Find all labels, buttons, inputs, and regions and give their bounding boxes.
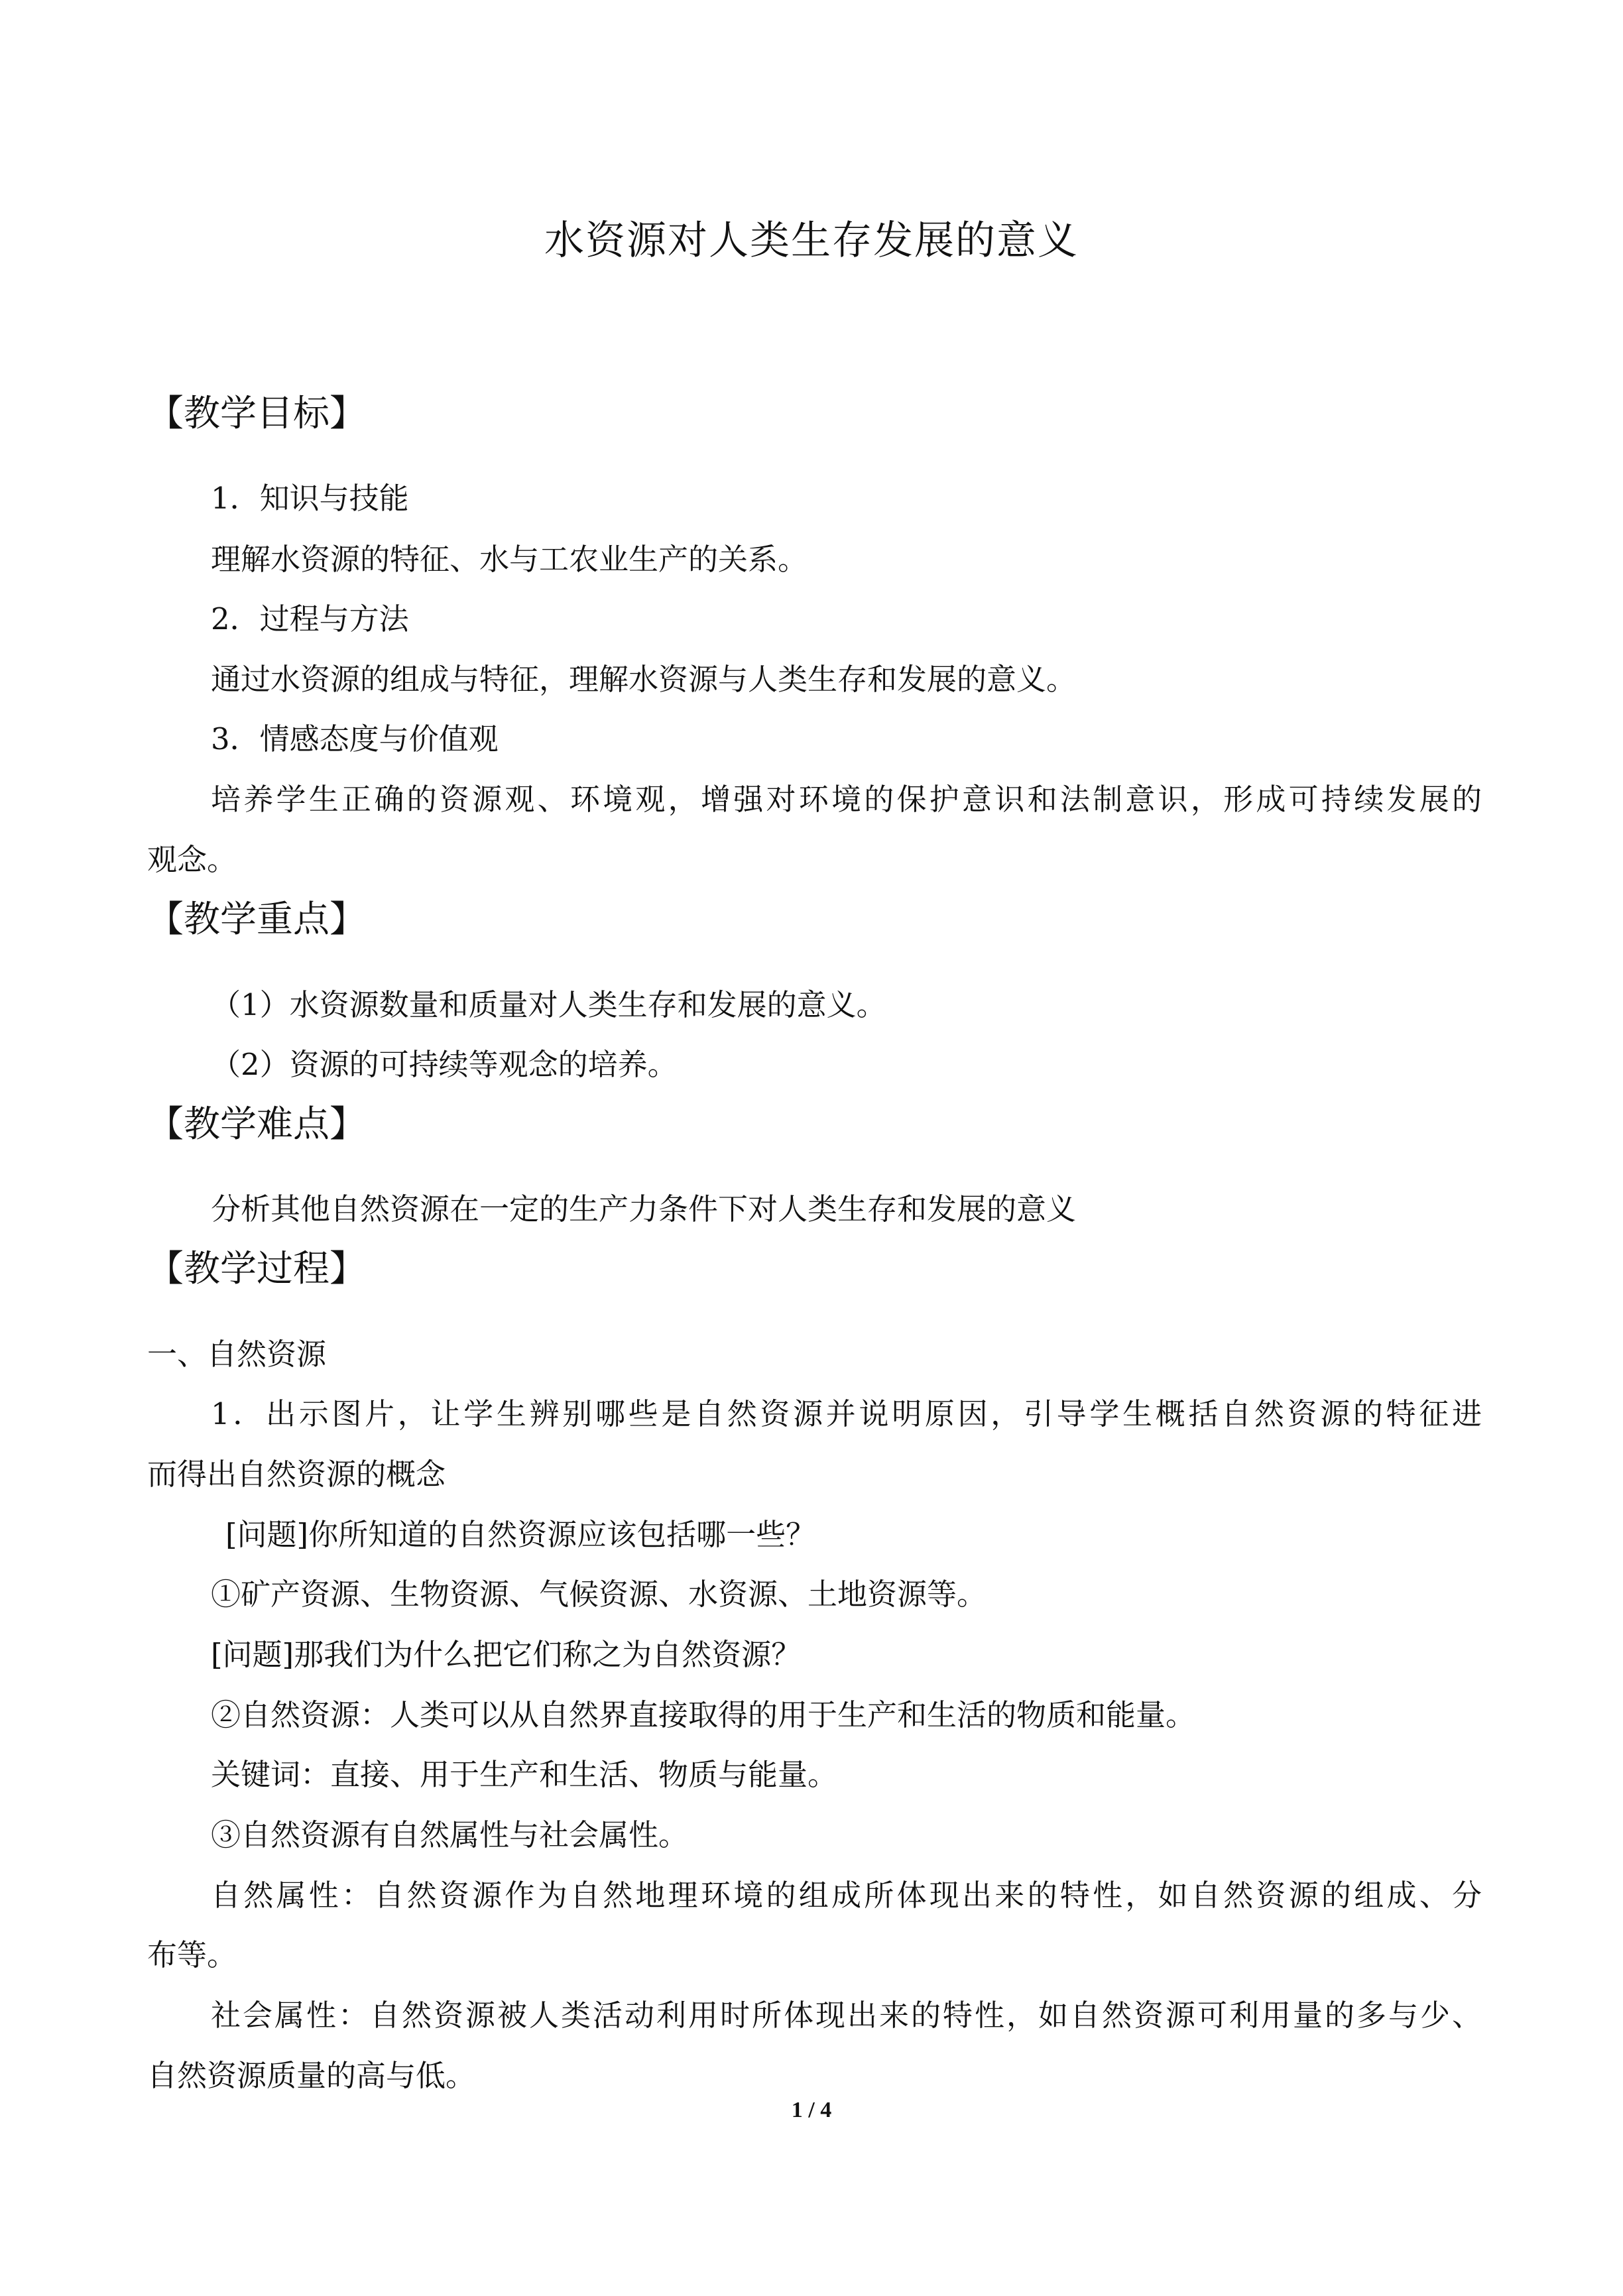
answer-3: ③自然资源有自然属性与社会属性。	[211, 1817, 689, 1852]
answer-2: ②自然资源：人类可以从自然界直接取得的用于生产和生活的物质和能量。	[211, 1697, 1196, 1732]
objective-3-text-line2: 观念。	[147, 842, 237, 877]
process-part1-title: 一、自然资源	[147, 1337, 327, 1372]
social-attribute-line2: 自然资源质量的高与低。	[147, 2058, 476, 2093]
objective-1-text: 理解水资源的特征、水与工农业生产的关系。	[211, 542, 808, 577]
page-number: 1 / 4	[791, 2098, 832, 2122]
key-point-1: （1）水资源数量和质量对人类生存和发展的意义。	[211, 987, 886, 1022]
keywords: 关键词：直接、用于生产和生活、物质与能量。	[211, 1757, 838, 1792]
objective-2-text: 通过水资源的组成与特征，理解水资源与人类生存和发展的意义。	[211, 662, 1077, 697]
answer-1: ①矿产资源、生物资源、气候资源、水资源、土地资源等。	[211, 1577, 987, 1612]
section-heading-key-points: 【教学重点】	[147, 898, 367, 940]
section-heading-process: 【教学过程】	[147, 1247, 367, 1290]
document-title: 水资源对人类生存发展的意义	[544, 217, 1079, 264]
natural-attribute-line2: 布等。	[147, 1937, 237, 1972]
question-2: [问题]那我们为什么把它们称之为自然资源？	[211, 1637, 802, 1672]
process-step1-line2: 而得出自然资源的概念	[147, 1457, 446, 1492]
natural-attribute-line1: 自然属性：自然资源作为自然地理环境的组成所体现出来的特性，如自然资源的组成、分	[211, 1878, 1482, 1913]
question-1: [问题]你所知道的自然资源应该包括哪一些？	[225, 1517, 816, 1552]
process-step1-line1: 1．出示图片，让学生辨别哪些是自然资源并说明原因，引导学生概括自然资源的特征进	[211, 1396, 1482, 1431]
objective-1-title: 1．知识与技能	[211, 481, 409, 516]
objective-3-title: 3．情感态度与价值观	[211, 721, 499, 756]
section-heading-difficulties: 【教学难点】	[147, 1103, 367, 1145]
key-point-2: （2）资源的可持续等观念的培养。	[211, 1047, 678, 1082]
section-heading-objectives: 【教学目标】	[147, 392, 367, 434]
social-attribute-line1: 社会属性：自然资源被人类活动利用时所体现出来的特性，如自然资源可利用量的多与少、	[211, 1998, 1482, 2033]
difficulty-text: 分析其他自然资源在一定的生产力条件下对人类生存和发展的意义	[211, 1191, 1077, 1227]
objective-3-text-line1: 培养学生正确的资源观、环境观，增强对环境的保护意识和法制意识，形成可持续发展的	[211, 782, 1482, 817]
objective-2-title: 2．过程与方法	[211, 601, 409, 636]
